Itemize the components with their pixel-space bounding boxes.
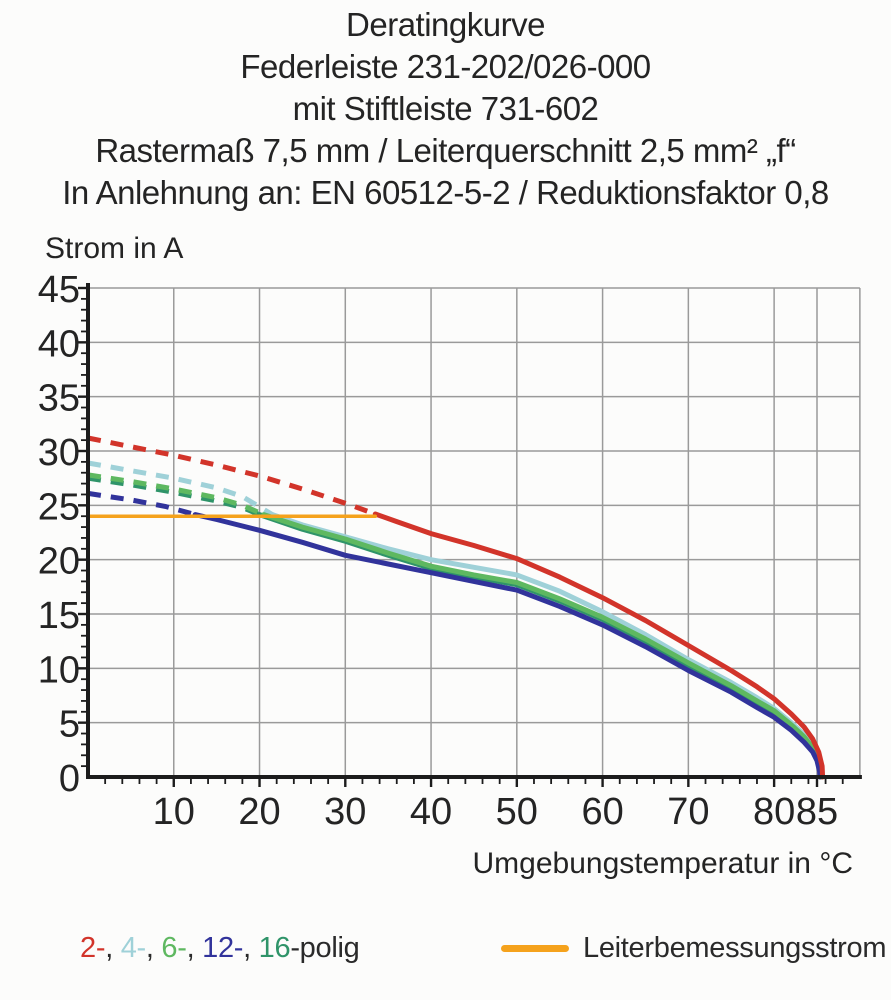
title-line-4: Rastermaß 7,5 mm / Leiterquerschnitt 2,5 mm² „f“ <box>95 132 796 169</box>
legend-pole-segment: , <box>186 932 203 964</box>
legend-pole-segment: 16 <box>258 932 291 964</box>
title-line-5: In Anlehnung an: EN 60512-5-2 / Reduktionsfaktor 0,8 <box>62 174 829 211</box>
y-tick-labels <box>38 269 80 800</box>
legend-pole-segment: 12- <box>202 932 244 964</box>
y-tick-label: 45 <box>37 269 80 311</box>
series-12-polig-dashed <box>88 493 195 514</box>
x-axis-title: Umgebungstemperatur in °C <box>472 847 853 880</box>
rated-current-line-swatch <box>501 945 569 952</box>
x-tick-label: 70 <box>667 791 710 833</box>
series-4-polig-solid <box>272 515 821 777</box>
y-axis-title: Strom in A <box>45 232 184 265</box>
x-tick-label: 50 <box>495 791 538 833</box>
y-tick-label: 20 <box>37 540 80 583</box>
y-tick-label: 30 <box>37 432 80 474</box>
series-6-polig-dashed <box>88 475 264 515</box>
title-line-1: Deratingkurve <box>346 6 545 43</box>
axis-ticks <box>78 288 843 787</box>
x-tick-label: 20 <box>238 791 281 833</box>
series-2-polig-solid <box>375 514 822 777</box>
gridlines <box>88 288 860 777</box>
y-tick-label: 15 <box>37 595 80 637</box>
legend-pole-segment: , <box>105 932 121 964</box>
x-tick-labels <box>153 791 839 833</box>
x-tick-label: 80 <box>752 791 796 833</box>
y-tick-label: 0 <box>58 758 80 800</box>
rated-current-label: Leiterbemessungsstrom <box>583 932 887 964</box>
legend-pole-segment: 6- <box>161 932 187 964</box>
legend-pole-segment: 2- <box>80 932 106 964</box>
legend-rated <box>501 932 886 965</box>
legend-pole-segment: , <box>145 932 162 964</box>
legend-pole-segment: -polig <box>290 932 360 964</box>
legend-pole-segment: 4- <box>120 932 146 964</box>
title-line-2: Federleiste 231-202/026-000 <box>240 48 651 85</box>
x-tick-label: 85 <box>795 791 839 833</box>
title-line-3: mit Stiftleiste 731-602 <box>292 90 599 127</box>
legend-pole-segment: , <box>243 932 259 964</box>
x-tick-label: 10 <box>152 791 195 833</box>
y-tick-label: 40 <box>37 323 80 366</box>
x-tick-label: 30 <box>324 791 367 833</box>
axes <box>86 283 862 779</box>
series-curves <box>88 438 823 777</box>
x-tick-label: 60 <box>581 791 624 833</box>
legend-poles <box>80 932 359 965</box>
y-tick-label: 35 <box>37 377 80 420</box>
y-tick-label: 10 <box>37 649 80 692</box>
y-tick-label: 5 <box>58 703 80 746</box>
x-tick-label: 40 <box>409 791 453 833</box>
y-tick-label: 25 <box>37 486 80 529</box>
